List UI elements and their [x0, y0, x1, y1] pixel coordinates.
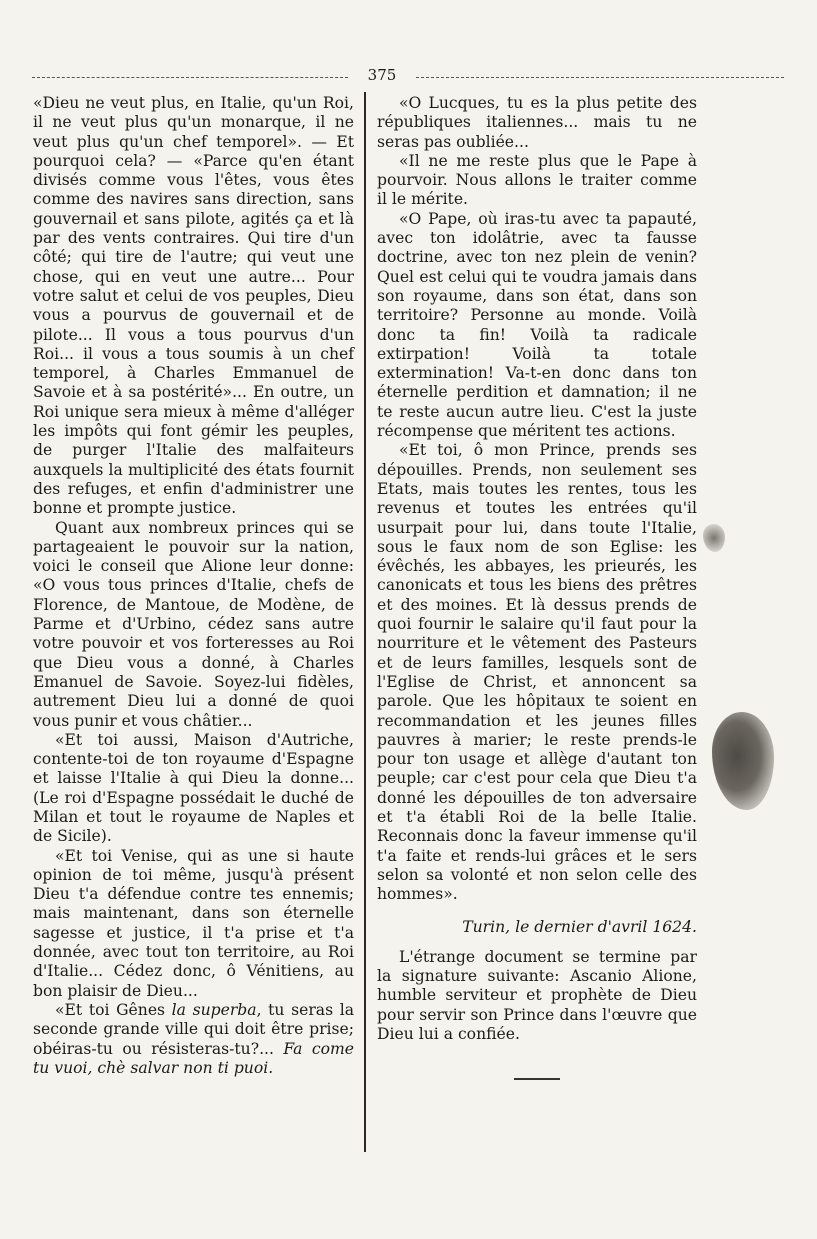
text-run: , tu seras la seconde grande ville qui doit être prise; obéiras-tu ou résisteras-tu?...: [33, 1000, 354, 1058]
text-run: «Et toi Gênes: [55, 1000, 172, 1019]
paragraph: «Et toi Venise, qui as une si haute opinion de toi même, jusqu'à présent Dieu t'a défendue contre tes ennemis; mais maintenant, dans son éternelle sagesse et justice, il t'a prise et t'a donnée, avec tout ton territoire, au Roi d'Italie... Cédez donc, ô Vénitiens, au bon plaisir de Dieu...: [33, 846, 354, 1000]
page-header: [32, 66, 784, 86]
paragraph: «O Pape, où iras-tu avec ta papauté, avec ton idolâtrie, avec ta fausse doctrine, avec ton nez plein de venin? Quel est celui qui te voudra jamais dans son royaume, dans son état, dans son territoire? Personne au monde. Voilà donc ta fin! Voilà ta radicale extirpation! Voilà ta totale extermination! Va-t-en donc dans ton éternelle perdition et damnation; il ne te reste aucun autre lieu. C'est la juste récompense que méritent tes actions.: [377, 209, 697, 441]
closing-paragraph: L'étrange document se termine par la signature suivante: Ascanio Alione, humble serviteur et prophète de Dieu pour servir son Prince dans l'œuvre que Dieu lui a confiée.: [377, 947, 697, 1043]
page-number: 375: [367, 66, 397, 84]
italic-run: la superba: [171, 1000, 257, 1019]
right-column: [377, 94, 697, 1080]
end-rule: [514, 1078, 560, 1080]
dateline: Turin, le dernier d'avril 1624.: [462, 918, 697, 937]
ink-stain: [712, 712, 774, 810]
column-divider: [364, 92, 366, 1152]
paragraph: Quant aux nombreux princes qui se partageaient le pouvoir sur la nation, voici le conseil que Alione leur donne: «O vous tous princes d'Italie, chefs de Florence, de Mantoue, de Modène, de Parme et d'Urbino, cédez sans autre votre pouvoir et vos forteresses au Roi que Dieu vous a donné, à Charles Emanuel de Savoie. Soyez-lui fidèles, autrement Dieu lui a donné de quoi vous punir et vous châtier...: [33, 518, 354, 730]
paragraph: «Dieu ne veut plus, en Italie, qu'un Roi, il ne veut plus qu'un monarque, il ne veut plus qu'un chef temporel». — Et pourquoi cela? — «Parce qu'en étant divisés comme vous l'êtes, vous êtes comme des navires sans direction, sans gouvernail et sans pilote, agités ça et là par des vents contraires. Qui tire d'un côté; qui tire de l'autre; qui veut une chose, qui en veut une autre... Pour votre salut et celui de vos peuples, Dieu vous a pourvus de gouvernail et de pilote... Il vous a tous pourvus d'un Roi... il vous a tous soumis à un chef temporel, à Charles Emmanuel de Savoie et à sa postérité»... En outre, un Roi unique sera mieux à même d'alléger les impôts qui font gémir les peuples, de purger l'Italie des malfaiteurs auxquels la multiplicité des états fournit des refuges, et enfin d'administrer une bonne et prompte justice.: [33, 94, 354, 518]
paragraph: «Et toi aussi, Maison d'Autriche, contente-toi de ton royaume d'Espagne et laisse l'Italie à qui Dieu la donne... (Le roi d'Espagne possédait le duché de Milan et tout le royaume de Naples et de Sicile).: [33, 730, 354, 846]
paragraph-genes: [33, 1001, 354, 1078]
italic-quote: Fa come tu vuoi, chè salvar non ti puoi.: [33, 1039, 354, 1077]
ink-stain-small: [703, 524, 725, 552]
header-rule-left: [32, 77, 348, 78]
paragraph: «Et toi, ô mon Prince, prends ses dépouilles. Prends, non seulement ses Etats, mais toutes les rentes, tous les revenus et toutes les entrées qu'il usurpait pour lui, dans toute l'Italie, sous le faux nom de son Eglise: les évêchés, les abbayes, les prieurés, les canonicats et tous les biens des prêtres et des moines. Et là dessus prends de quoi fournir le salaire qu'il faut pour la nourriture et le vêtement des Pasteurs et de leurs familles, lesquels sont de l'Eglise de Christ, et annoncent sa parole. Que les hôpitaux te soient en recommandation et les jeunes filles pauvres à marier; le reste prends-le pour ton usage et allège d'autant ton peuple; car c'est pour cela que Dieu t'a donné les dépouilles de ton adversaire et t'a établi Roi de la belle Italie. Reconnais donc la faveur immense qu'il t'a faite et rends-lui grâces et le sers selon sa volonté et non selon celle des hommes».: [377, 441, 697, 904]
paragraph: «O Lucques, tu es la plus petite des républiques italiennes... mais tu ne seras pas oubliée...: [377, 94, 697, 151]
paragraph: «Il ne me reste plus que le Pape à pourvoir. Nous allons le traiter comme il le mérite.: [377, 151, 697, 209]
header-rule-right: [416, 77, 784, 78]
left-column: [33, 94, 354, 1078]
